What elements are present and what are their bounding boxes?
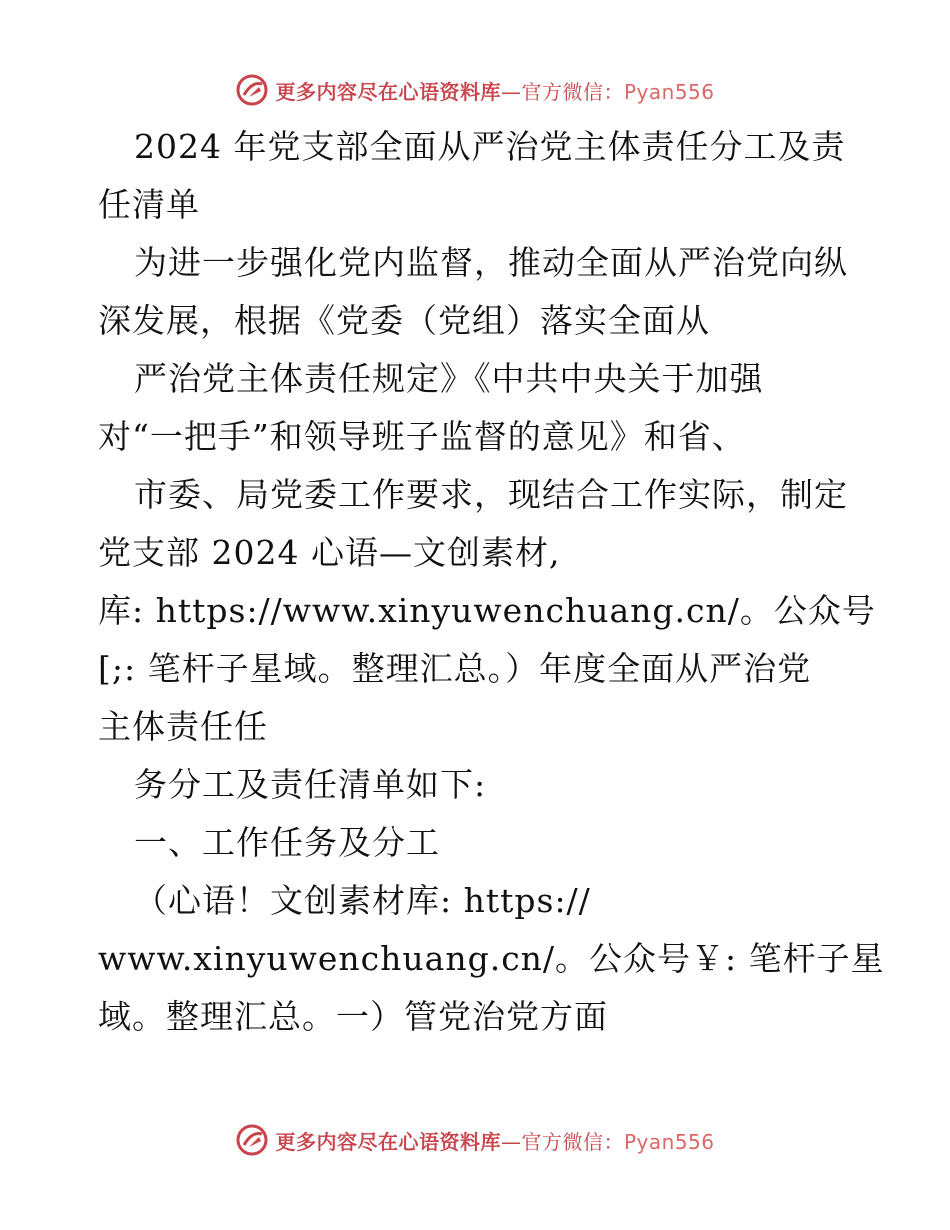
doc-line-6: 对“一把手”和领导班子监督的意见》和省、	[98, 417, 746, 456]
doc-line-11: 主体责任任	[98, 707, 268, 746]
doc-line-4: 深发展，根据《党委（党组）落实全面从	[98, 301, 710, 340]
header-promo-cn: 更多内容尽在心语资料库	[275, 79, 501, 104]
footer-wechat-id: Pyan556	[623, 1129, 715, 1154]
doc-section-heading-1: 一、工作任务及分工	[134, 823, 440, 862]
header-separator: —	[500, 79, 522, 104]
footer-separator: —	[500, 1129, 522, 1154]
footer-watermark-banner	[0, 1120, 950, 1160]
doc-line-16: 域。整理汇总。一）管党治党方面	[98, 997, 608, 1036]
doc-line-14: （心语！文创素材库: https://	[134, 881, 591, 920]
doc-line-10: [;: 笔杆子星域。整理汇总。）年度全面从严治党	[98, 649, 812, 688]
doc-line-5: 严治党主体责任规定》《中共中央关于加强	[134, 359, 764, 398]
footer-promo-text	[275, 1126, 714, 1155]
header-promo-text	[275, 76, 714, 105]
doc-line-7: 市委、局党委工作要求，现结合工作实际，制定	[134, 475, 848, 514]
footer-promo-cn: 更多内容尽在心语资料库	[275, 1129, 501, 1154]
doc-line-title-1: 2024 年党支部全面从严治党主体责任分工及责	[134, 127, 846, 166]
doc-line-9: 库: https://www.xinyuwenchuang.cn/。公众号	[98, 591, 876, 630]
doc-line-8: 党支部 2024 心语—文创素材,	[98, 533, 561, 572]
xinyu-logo-icon	[235, 1123, 269, 1157]
header-wechat-id: Pyan556	[623, 79, 715, 104]
doc-line-12: 务分工及责任清单如下:	[134, 765, 487, 804]
footer-official-label: 官方微信：	[521, 1129, 624, 1154]
doc-line-3: 为进一步强化党内监督，推动全面从严治党向纵	[134, 243, 848, 282]
header-watermark-banner	[0, 70, 950, 110]
header-official-label: 官方微信：	[521, 79, 624, 104]
xinyu-logo-icon	[235, 73, 269, 107]
document-body	[98, 118, 885, 1046]
doc-line-title-2: 任清单	[98, 185, 200, 224]
doc-line-15: www.xinyuwenchuang.cn/。公众号￥: 笔杆子星	[98, 939, 885, 978]
